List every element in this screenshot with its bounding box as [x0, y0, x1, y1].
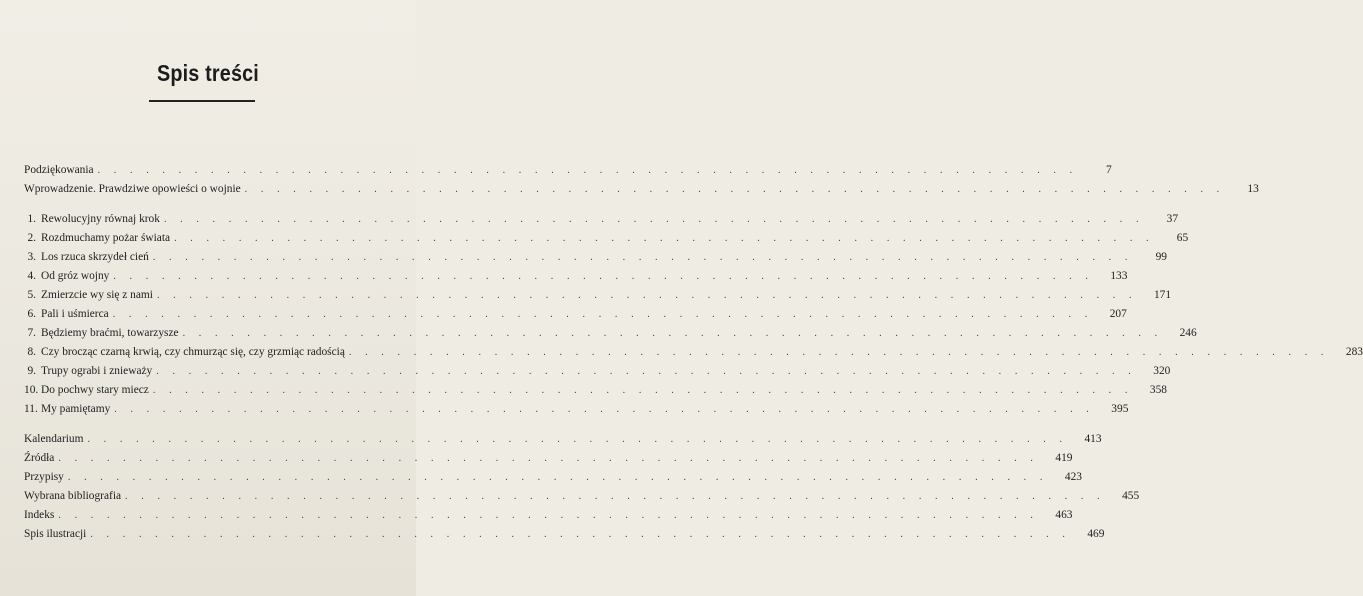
toc-entry-index	[24, 506, 1073, 525]
toc-entry-page: 171	[1153, 289, 1172, 301]
section-spacer	[24, 199, 386, 210]
dot-leader: . . . . . . . . . . . . . . . . . . . . . . . . . . . . . . . . . . . . . . . . . . . . . . . . . . . . . . . . . . . . .	[97, 165, 1078, 176]
dot-leader: . . . . . . . . . . . . . . . . . . . . . . . . . . . . . . . . . . . . . . . . . . . . . . . . . . . . . . . . . . . . .	[90, 529, 1071, 540]
toc-entry-label: Będziemy braćmi, towarzysze	[41, 327, 179, 339]
chapter-number: 3.	[27, 251, 36, 263]
dot-leader: . . . . . . . . . . . . . . . . . . . . . . . . . . . . . . . . . . . . . . . . . . . . . . . . . . . . . . . . . . . . .	[67, 472, 1048, 483]
toc-entry-label: Kalendarium	[24, 433, 84, 445]
toc-entry-label: Podziękowania	[24, 164, 94, 176]
toc-entry-bibliography	[24, 487, 1140, 506]
toc-entry-page: 7	[1106, 164, 1112, 176]
toc-chapter-5	[24, 286, 1172, 305]
dot-leader: . . . . . . . . . . . . . . . . . . . . . . . . . . . . . . . . . . . . . . . . . . . . . . . . . . . . . . . . . . . . .	[114, 404, 1095, 415]
chapter-number: 1.	[27, 213, 36, 225]
toc-entry-page: 246	[1179, 327, 1197, 339]
toc-entry-chronology	[24, 430, 1102, 449]
dot-leader: . . . . . . . . . . . . . . . . . . . . . . . . . . . . . . . . . . . . . . . . . . . . . . . . . . . . . . . . . . . . .	[348, 347, 1329, 358]
toc-entry-label: Wprowadzenie. Prawdziwe opowieści o wojnie	[24, 183, 241, 195]
toc-entry-page: 463	[1055, 509, 1073, 521]
toc-entry-label: Źródła	[24, 452, 55, 464]
chapter-number: 4.	[27, 270, 36, 282]
dot-leader: . . . . . . . . . . . . . . . . . . . . . . . . . . . . . . . . . . . . . . . . . . . . . . . . . . . . . . . . . . . . .	[163, 214, 1145, 225]
toc-entry-page: 207	[1109, 308, 1127, 320]
toc-chapter-7	[24, 324, 1197, 343]
dot-leader: . . . . . . . . . . . . . . . . . . . . . . . . . . . . . . . . . . . . . . . . . . . . . . . . . . . . . . . . . . . . .	[58, 453, 1039, 464]
toc-entry-label: Rewolucyjny równaj krok	[41, 213, 160, 225]
dot-leader: . . . . . . . . . . . . . . . . . . . . . . . . . . . . . . . . . . . . . . . . . . . . . . . . . . . . . . . . . . . . .	[113, 271, 1094, 282]
toc-chapter-6	[24, 305, 1127, 324]
dot-leader: . . . . . . . . . . . . . . . . . . . . . . . . . . . . . . . . . . . . . . . . . . . . . . . . . . . . . . . . . . . . .	[58, 510, 1039, 521]
toc-entry-label: Spis ilustracji	[24, 528, 87, 540]
toc-chapter-2	[24, 229, 1189, 248]
toc-entry-notes	[24, 468, 1082, 487]
toc-entry-label: Los rzuca skrzydeł cień	[41, 251, 149, 263]
dot-leader: . . . . . . . . . . . . . . . . . . . . . . . . . . . . . . . . . . . . . . . . . . . . . . . . . . . . . . . . . . . . .	[112, 309, 1093, 320]
toc-entry-label: Pali i uśmierca	[41, 308, 109, 320]
toc-entry-page: 133	[1110, 270, 1128, 282]
toc-entry-label: Od gróz wojny	[41, 270, 110, 282]
chapter-number: 11.	[24, 403, 38, 415]
dot-leader: . . . . . . . . . . . . . . . . . . . . . . . . . . . . . . . . . . . . . . . . . . . . . . . . . . . . . . . . . . . . .	[182, 328, 1163, 339]
toc-entry-page: 13	[1247, 183, 1259, 195]
toc-entry-illustrations	[24, 525, 1105, 544]
toc-chapter-10	[24, 381, 1167, 400]
chapter-number: 5.	[27, 289, 36, 301]
toc-entry-label: Trupy ograbi i znieważy	[41, 365, 153, 377]
dot-leader: . . . . . . . . . . . . . . . . . . . . . . . . . . . . . . . . . . . . . . . . . . . . . . . . . . . . . . . . . . . . .	[125, 491, 1106, 502]
toc-entry-page: 455	[1122, 490, 1140, 502]
toc-entry-label: Zmierzcie wy się z nami	[41, 289, 153, 301]
dot-leader: . . . . . . . . . . . . . . . . . . . . . . . . . . . . . . . . . . . . . . . . . . . . . . . . . . . . . . . . . . . . .	[174, 233, 1155, 244]
toc-entry-label: Przypisy	[24, 471, 64, 483]
title-underline	[149, 100, 255, 102]
toc-chapter-8	[24, 343, 1363, 362]
page-title: Spis treści	[157, 60, 259, 86]
section-spacer	[24, 419, 386, 430]
chapter-number: 9.	[27, 365, 36, 377]
toc-entry-page: 469	[1087, 528, 1105, 540]
dot-leader: . . . . . . . . . . . . . . . . . . . . . . . . . . . . . . . . . . . . . . . . . . . . . . . . . . . . . . . . . . . . .	[244, 184, 1225, 195]
chapter-number: 6.	[27, 308, 36, 320]
toc-entry-page: 283	[1345, 346, 1363, 358]
dot-leader: . . . . . . . . . . . . . . . . . . . . . . . . . . . . . . . . . . . . . . . . . . . . . . . . . . . . . . . . . . . . .	[156, 290, 1138, 301]
toc-entry-page: 423	[1064, 471, 1082, 483]
toc-entry-page: 358	[1149, 384, 1167, 396]
toc-entry-page: 37	[1166, 213, 1179, 225]
chapter-number: 8.	[27, 346, 36, 358]
dot-leader: . . . . . . . . . . . . . . . . . . . . . . . . . . . . . . . . . . . . . . . . . . . . . . . . . . . . . . . . . . . . .	[156, 366, 1137, 377]
toc-entry-sources	[24, 449, 1073, 468]
toc-entry-introduction	[24, 180, 1259, 199]
toc-chapter-4	[24, 267, 1128, 286]
toc-entry-page: 413	[1084, 433, 1102, 445]
chapter-number: 2.	[27, 232, 36, 244]
toc-entry-page: 419	[1055, 452, 1073, 464]
toc-entry-label: Indeks	[24, 509, 55, 521]
toc-entry-page: 320	[1153, 365, 1171, 377]
chapter-number: 7.	[27, 327, 36, 339]
toc-entry-label: My pamiętamy	[41, 403, 111, 415]
chapter-number: 10.	[24, 384, 39, 396]
toc-entry-acknowledgements	[24, 161, 1112, 180]
toc-entry-label: Wybrana bibliografia	[24, 490, 122, 502]
dot-leader: . . . . . . . . . . . . . . . . . . . . . . . . . . . . . . . . . . . . . . . . . . . . . . . . . . . . . . . . . . . . .	[87, 434, 1068, 445]
toc-entry-label: Czy brocząc czarną krwią, czy chmurząc się, czy grzmiąc radością	[41, 346, 345, 358]
table-of-contents	[24, 161, 1363, 544]
toc-entry-page: 99	[1155, 251, 1167, 263]
toc-entry-page: 65	[1176, 232, 1189, 244]
toc-chapter-9	[24, 362, 1171, 381]
toc-entry-page: 395	[1111, 403, 1129, 415]
toc-chapter-1	[24, 210, 1179, 229]
toc-chapter-11	[24, 400, 1129, 419]
toc-entry-label: Rozdmuchamy pożar świata	[41, 232, 171, 244]
toc-chapter-3	[24, 248, 1167, 267]
toc-entry-label: Do pochwy stary miecz	[41, 384, 149, 396]
dot-leader: . . . . . . . . . . . . . . . . . . . . . . . . . . . . . . . . . . . . . . . . . . . . . . . . . . . . . . . . . . . . .	[152, 252, 1133, 263]
dot-leader: . . . . . . . . . . . . . . . . . . . . . . . . . . . . . . . . . . . . . . . . . . . . . . . . . . . . . . . . . . . . .	[152, 385, 1133, 396]
